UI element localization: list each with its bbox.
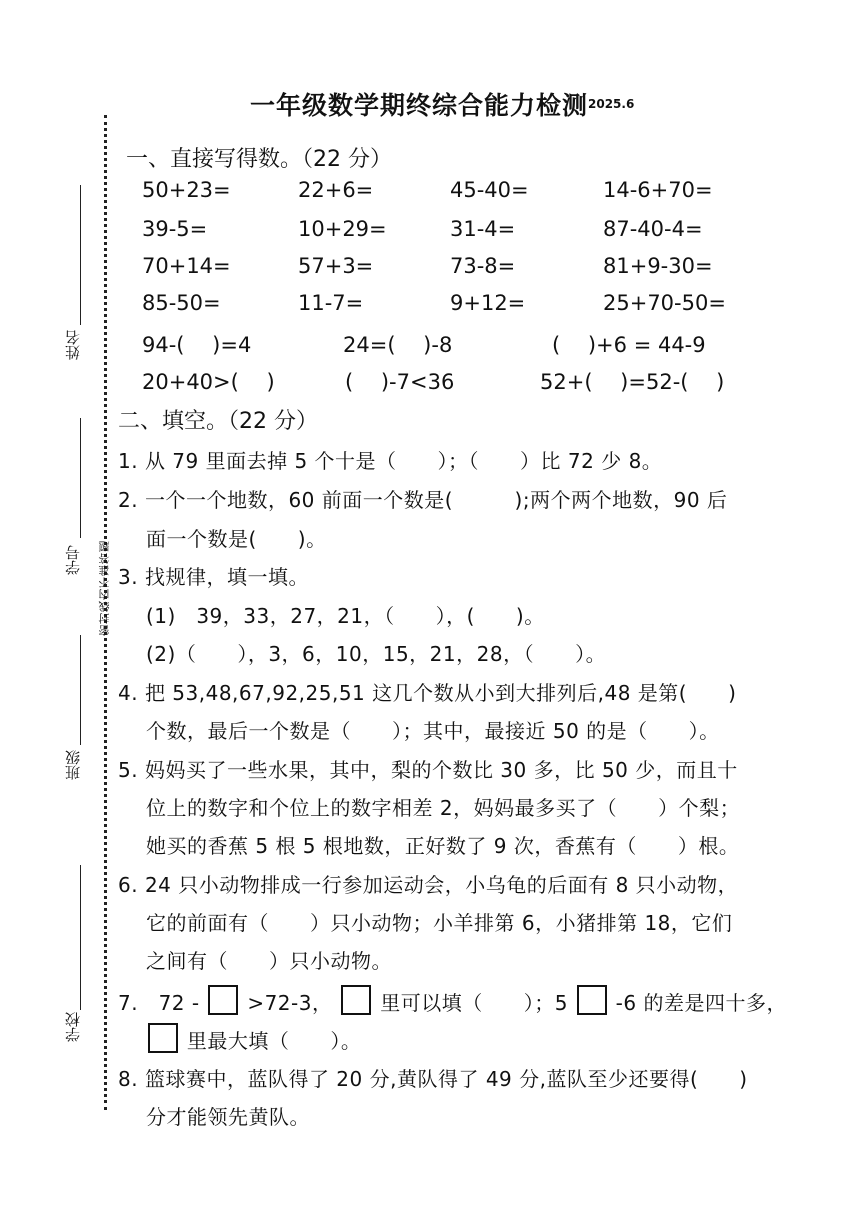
answer-box[interactable] — [208, 985, 238, 1015]
calc-item: 11-7= — [298, 291, 364, 315]
question-8-line2: 分才能领先黄队。 — [146, 1105, 310, 1129]
calc-item: 70+14= — [142, 254, 231, 278]
calc-item: 25+70-50= — [603, 291, 726, 315]
calc-item: 14-6+70= — [603, 178, 713, 202]
question-2-line1: 2. 一个一个地数，60 前面一个数是( );两个两个地数，90 后 — [118, 488, 728, 512]
calc-item: 81+9-30= — [603, 254, 713, 278]
calc-item: 57+3= — [298, 254, 374, 278]
calc-item: 87-40-4= — [603, 217, 703, 241]
question-4-line1: 4. 把 53,48,67,92,25,51 这几个数从小到大排列后,48 是第( ) — [118, 681, 737, 705]
name-label: 姓名 — [64, 330, 82, 360]
question-7-part-d: -6 的差是四十多， — [615, 991, 787, 1015]
section2-heading: 二、填空。（22 分） — [118, 409, 318, 434]
question-5-line1: 5. 妈妈买了一些水果，其中，梨的个数比 30 多，比 50 少，而且十 — [118, 758, 738, 782]
question-3-title: 3. 找规律，填一填。 — [118, 565, 309, 589]
question-1: 1. 从 79 里面去掉 5 个十是（ ）；（ ）比 72 少 8。 — [118, 449, 663, 473]
question-6-line2: 它的前面有（ ）只小动物；小羊排第 6，小猪排第 18，它们 — [146, 911, 733, 935]
calc-item: 85-50= — [142, 291, 221, 315]
answer-box-symbol — [341, 985, 371, 1015]
calc-row — [0, 329, 867, 365]
calc-item: 22+6= — [298, 178, 374, 202]
question-6-line1: 6. 24 只小动物排成一行参加运动会，小乌龟的后面有 8 只小动物， — [118, 873, 739, 897]
question-7-part-e: 里最大填（ ）。 — [186, 1029, 362, 1053]
question-8-line1: 8. 篮球赛中，蓝队得了 20 分,黄队得了 49 分,蓝队至少还要得( ) — [118, 1067, 748, 1091]
school-label: 学校 — [64, 1012, 82, 1042]
calc-item: 45-40= — [450, 178, 529, 202]
school-blank[interactable] — [80, 865, 81, 1010]
calc-item: 24=( )-8 — [343, 333, 453, 357]
exam-date: 2025.6 — [588, 97, 635, 111]
calc-row — [0, 217, 867, 253]
question-6-line3: 之间有（ ）只小动物。 — [146, 949, 392, 973]
calc-item: 39-5= — [142, 217, 208, 241]
question-7-part-a: 7. 72 - — [118, 991, 200, 1015]
calc-item: ( )-7<36 — [345, 370, 455, 394]
question-4-line2: 个数，最后一个数是（ ）；其中，最接近 50 的是（ ）。 — [146, 719, 720, 743]
calc-item: 10+29= — [298, 217, 387, 241]
calc-item: 52+( )=52-( ) — [540, 370, 725, 394]
calc-item: 31-4= — [450, 217, 516, 241]
calc-item: ( )+6 = 44-9 — [552, 333, 706, 357]
calc-row — [0, 178, 867, 214]
calc-item: 20+40>( ) — [142, 370, 275, 394]
question-7-line2 — [146, 1023, 361, 1054]
question-2-line2: 面一个数是( )。 — [146, 527, 327, 551]
calc-row — [0, 254, 867, 290]
calc-item: 94-( )=4 — [142, 333, 252, 357]
question-7-part-c: 里可以填（ ）；5 — [380, 991, 568, 1015]
calc-item: 73-8= — [450, 254, 516, 278]
class-label: 班级 — [64, 750, 82, 780]
page-title: 一年级数学期终综合能力检测 — [250, 91, 589, 120]
calc-row — [0, 366, 867, 402]
question-5-line2: 位上的数字和个位上的数字相差 2，妈妈最多买了（ ）个梨； — [146, 796, 741, 820]
question-7-line1 — [118, 985, 787, 1016]
answer-box-symbol — [148, 1023, 178, 1053]
question-7-part-b: >72-3， — [247, 991, 333, 1015]
calc-row — [0, 291, 867, 327]
calc-item: 50+23= — [142, 178, 231, 202]
calc-item: 9+12= — [450, 291, 526, 315]
number-blank[interactable] — [80, 418, 81, 538]
answer-box[interactable] — [577, 985, 607, 1015]
number-label: 学号 — [64, 545, 82, 575]
question-3-part2: (2)（ ），3，6，10，15，21，28，（ ）。 — [146, 642, 607, 666]
question-3-part1: (1) 39，33，27，21，（ ），( )。 — [146, 604, 545, 628]
section1-heading: 一、直接写得数。（22 分） — [126, 147, 392, 172]
question-5-line3: 她买的香蕉 5 根 5 根地数，正好数了 9 次，香蕉有（ ）根。 — [146, 834, 740, 858]
seal-warning: 密封线内不准答题 — [98, 540, 111, 636]
class-blank[interactable] — [80, 635, 81, 745]
